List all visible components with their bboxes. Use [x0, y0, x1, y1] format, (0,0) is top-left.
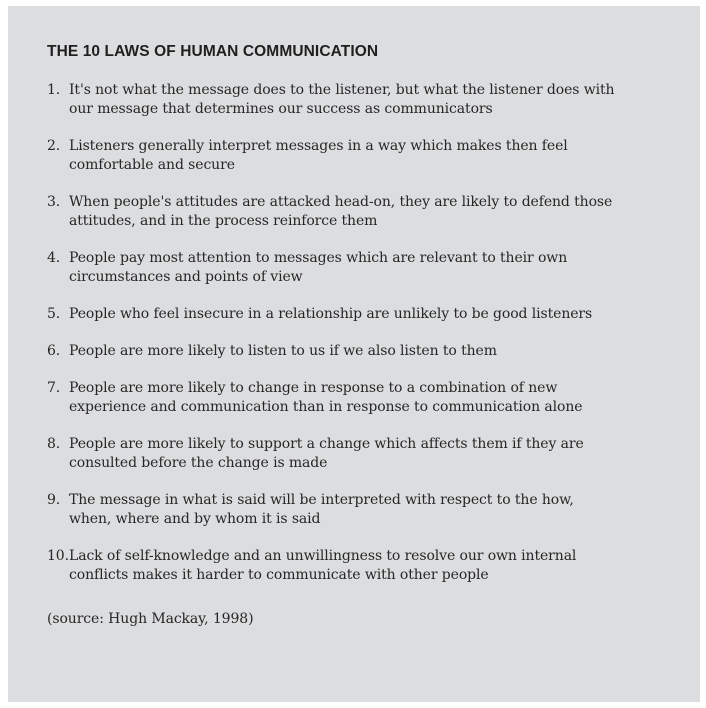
law-text-line: conflicts makes it harder to communicate with other people	[69, 567, 489, 583]
law-number: 9.	[47, 492, 61, 508]
law-text-line: It's not what the message does to the listener, but what the listener does with	[69, 82, 615, 98]
law-number: 4.	[47, 250, 61, 266]
law-text-line: Listeners generally interpret messages in a way which makes then feel	[69, 138, 568, 154]
law-item	[47, 435, 687, 473]
law-text-line: People are more likely to support a change which affects them if they are	[69, 436, 584, 452]
law-number: 7.	[47, 380, 61, 396]
law-text-line: People who feel insecure in a relationship are unlikely to be good listeners	[69, 306, 593, 322]
law-text-line: experience and communication than in response to communication alone	[69, 399, 583, 415]
law-number: 8.	[47, 436, 61, 452]
laws-list	[47, 81, 687, 603]
law-item	[47, 547, 687, 585]
law-text-line: our message that determines our success as communicators	[69, 101, 493, 117]
source-citation: (source: Hugh Mackay, 1998)	[47, 611, 254, 627]
law-item	[47, 342, 687, 361]
laws-panel	[8, 6, 700, 702]
law-text-line: Lack of self-knowledge and an unwillingness to resolve our own internal	[69, 548, 577, 564]
law-text-line: When people's attitudes are attacked head-on, they are likely to defend those	[69, 194, 613, 210]
law-number: 10.	[47, 548, 69, 564]
law-item	[47, 81, 687, 119]
law-item	[47, 249, 687, 287]
law-text-line: attitudes, and in the process reinforce them	[69, 213, 378, 229]
law-item	[47, 137, 687, 175]
law-number: 3.	[47, 194, 61, 210]
law-text-line: consulted before the change is made	[69, 455, 328, 471]
law-text-line: circumstances and points of view	[69, 269, 303, 285]
law-text-line: People are more likely to change in response to a combination of new	[69, 380, 558, 396]
law-item	[47, 379, 687, 417]
law-text-line: People are more likely to listen to us if we also listen to them	[69, 343, 497, 359]
law-text-line: when, where and by whom it is said	[69, 511, 321, 527]
law-item	[47, 491, 687, 529]
law-number: 5.	[47, 306, 61, 322]
page-title: THE 10 LAWS OF HUMAN COMMUNICATION	[47, 43, 379, 60]
law-number: 1.	[47, 82, 61, 98]
law-number: 2.	[47, 138, 61, 154]
law-number: 6.	[47, 343, 61, 359]
law-text-line: The message in what is said will be interpreted with respect to the how,	[69, 492, 574, 508]
law-text-line: comfortable and secure	[69, 157, 235, 173]
law-text-line: People pay most attention to messages which are relevant to their own	[69, 250, 568, 266]
law-item	[47, 305, 687, 324]
law-item	[47, 193, 687, 231]
